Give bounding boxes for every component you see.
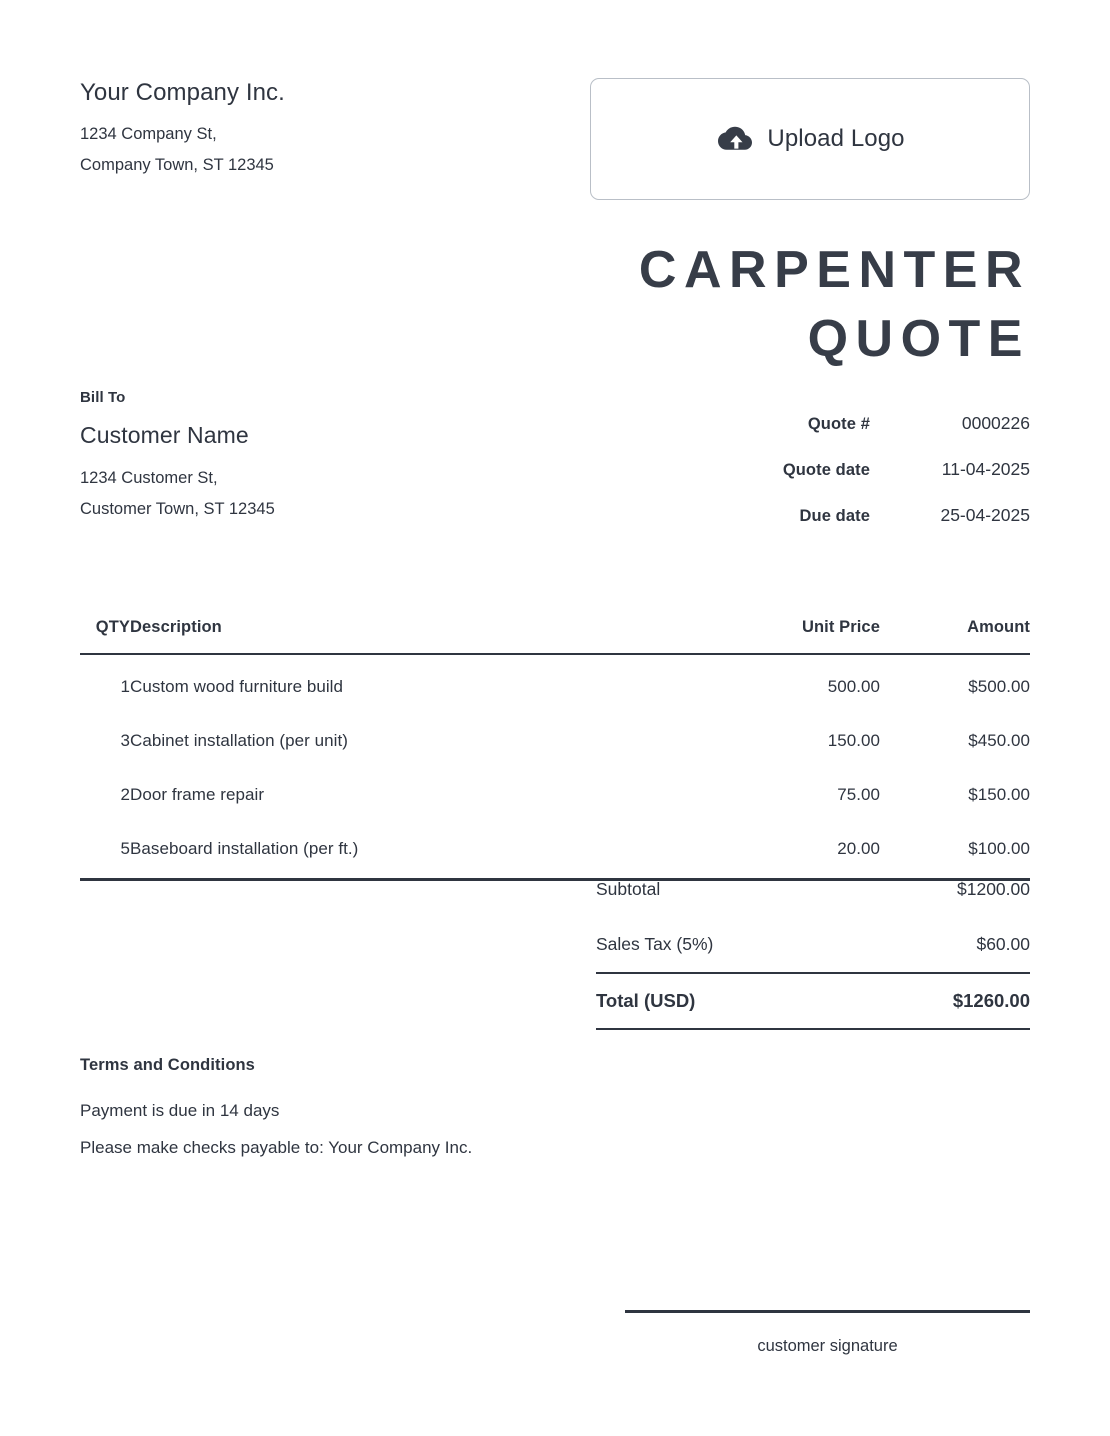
row-description: Baseboard installation (per ft.) bbox=[130, 839, 359, 858]
row-qty: 1 bbox=[120, 677, 130, 696]
terms-title: Terms and Conditions bbox=[80, 1056, 255, 1074]
row-qty: 3 bbox=[120, 731, 130, 750]
row-unit-price: 500.00 bbox=[827, 677, 880, 696]
cloud-upload-icon bbox=[715, 124, 753, 154]
customer-address-line-2: Customer Town, ST 12345 bbox=[80, 500, 275, 519]
line-items-section bbox=[80, 618, 1030, 881]
meta-row-quote-number bbox=[690, 413, 1030, 444]
customer-address-line-1: 1234 Customer St, bbox=[80, 469, 218, 487]
table-row bbox=[80, 768, 1030, 822]
customer-name: Customer Name bbox=[80, 422, 249, 448]
line-items-header bbox=[80, 618, 1030, 654]
sales-tax-row bbox=[596, 917, 1030, 972]
line-items-table bbox=[80, 618, 1030, 876]
sales-tax-value: $60.00 bbox=[976, 934, 1030, 954]
upload-logo-button[interactable] bbox=[590, 78, 1030, 200]
totals-section bbox=[596, 862, 1030, 1030]
subtotal-value: $1200.00 bbox=[957, 879, 1030, 899]
due-date-label: Due date bbox=[799, 507, 870, 525]
row-unit-price: 150.00 bbox=[827, 731, 880, 750]
company-address-line-2: Company Town, ST 12345 bbox=[80, 155, 274, 174]
company-info bbox=[80, 78, 285, 180]
row-description: Custom wood furniture build bbox=[130, 677, 344, 696]
signature-section bbox=[625, 1310, 1030, 1356]
grand-total-label: Total (USD) bbox=[596, 990, 696, 1011]
quote-date-label: Quote date bbox=[782, 461, 870, 479]
quote-date-value: 11-04-2025 bbox=[941, 459, 1030, 479]
meta-row-quote-date bbox=[690, 459, 1030, 490]
subtotal-label: Subtotal bbox=[596, 879, 661, 899]
table-header-row bbox=[80, 618, 1030, 654]
grand-total-value: $1260.00 bbox=[952, 990, 1030, 1011]
row-unit-price: 75.00 bbox=[837, 785, 880, 804]
header-unit-price: Unit Price bbox=[801, 618, 880, 636]
header-amount: Amount bbox=[967, 618, 1030, 636]
document-title bbox=[400, 236, 1030, 373]
terms-line-1: Payment is due in 14 days bbox=[80, 1101, 280, 1120]
row-qty: 5 bbox=[120, 839, 130, 858]
grand-total-row bbox=[596, 972, 1030, 1030]
table-row bbox=[80, 654, 1030, 714]
header-description: Description bbox=[130, 618, 222, 636]
subtotal-row bbox=[596, 862, 1030, 917]
row-amount: $500.00 bbox=[968, 677, 1030, 696]
row-description: Door frame repair bbox=[130, 785, 265, 804]
company-address-line-1: 1234 Company St, bbox=[80, 125, 217, 143]
company-name: Your Company Inc. bbox=[80, 79, 285, 106]
signature-caption: customer signature bbox=[757, 1336, 898, 1355]
document-title-line-1: CARPENTER bbox=[638, 241, 1030, 299]
terms-line-2: Please make checks payable to: Your Company Inc. bbox=[80, 1138, 473, 1158]
upload-logo-label: Upload Logo bbox=[767, 125, 905, 152]
quote-number-value: 0000226 bbox=[961, 413, 1030, 433]
signature-line bbox=[625, 1310, 1030, 1313]
table-row bbox=[80, 714, 1030, 768]
bill-to-section bbox=[80, 389, 510, 525]
row-qty: 2 bbox=[120, 785, 130, 804]
row-amount: $450.00 bbox=[968, 731, 1030, 750]
row-unit-price: 20.00 bbox=[837, 839, 880, 858]
meta-row-due-date bbox=[690, 505, 1030, 536]
row-amount: $100.00 bbox=[968, 839, 1030, 858]
quote-meta bbox=[690, 413, 1030, 551]
terms-section bbox=[80, 1056, 720, 1167]
row-amount: $150.00 bbox=[968, 785, 1030, 804]
row-description: Cabinet installation (per unit) bbox=[130, 731, 348, 750]
due-date-value: 25-04-2025 bbox=[940, 505, 1030, 525]
document-title-line-2: QUOTE bbox=[807, 309, 1030, 368]
bill-to-label: Bill To bbox=[80, 389, 126, 406]
document-header bbox=[80, 78, 1030, 200]
line-items-body bbox=[80, 654, 1030, 876]
sales-tax-label: Sales Tax (5%) bbox=[596, 934, 714, 954]
header-qty: QTY bbox=[95, 618, 130, 636]
quote-number-label: Quote # bbox=[807, 415, 870, 433]
